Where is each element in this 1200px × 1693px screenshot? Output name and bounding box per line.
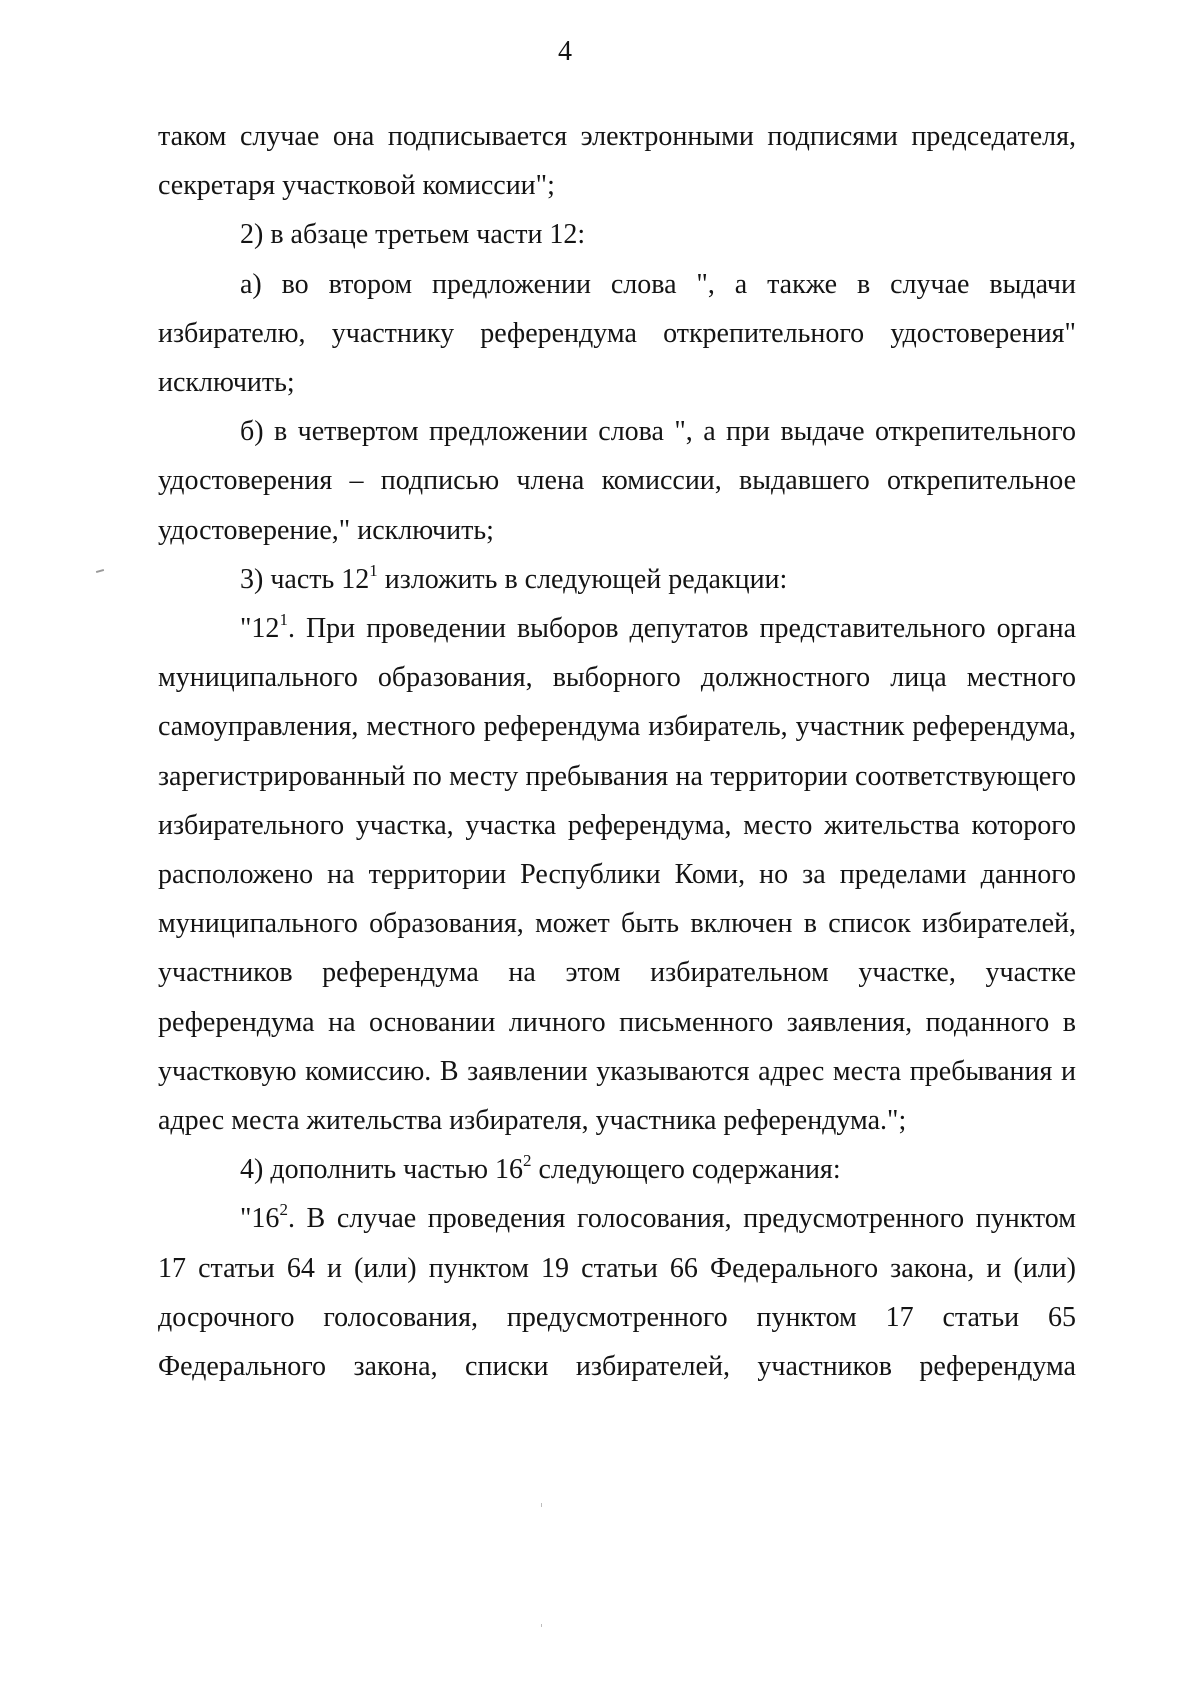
superscript-mark: 1 [369,560,378,580]
paragraph-part-12-1-text: . При проведении выборов депутатов представительного органа муниципального образования, выборного должностного лица местного самоуправления, местного референдума избиратель, участник референдума, зарегистрированный по месту пребывания на территории соответствующего избирательного участка, участка референдума, место жительства которого расположено на территории Республики Коми, но за пределами данного муниципального образования, может быть включен в список избирателей, участников референдума на этом избирательном участке, участке референдума на основании личного письменного заявления, поданного в участковую комиссию. В заявлении указываются адрес места пребывания и адрес места жительства избирателя, участника референдума."; [158,613,1076,1137]
superscript-mark: 2 [523,1150,532,1170]
paragraph-item-4-text-start: 4) дополнить частью 16 [240,1154,523,1186]
scan-speck [541,1503,542,1507]
paragraph-item-4 [158,1145,1076,1194]
scan-speck [96,569,104,573]
superscript-mark: 2 [279,1200,288,1220]
paragraph-item-2b: б) в четвертом предложении слова ", а при выдаче открепительного удостоверения – подписью члена комиссии, выдавшего открепительное удостоверение," исключить; [158,416,1076,546]
paragraph-part-12-1-start: "12 [240,613,280,645]
paragraph-part-12-1 [158,604,1076,1145]
scan-speck [541,1624,542,1627]
paragraph-item-2a: а) во втором предложении слова ", а также в случае выдачи избирателю, участнику референдума открепительного удостоверения" исключить; [158,268,1076,399]
paragraph-part-16-2-start: "16 [240,1203,280,1235]
page-number: 4 [558,36,572,67]
paragraph-item-4-text-end: следующего содержания: [531,1154,841,1186]
paragraph-part-16-2-text: . В случае проведения голосования, предусмотренного пунктом 17 статьи 64 и (или) пунктом 19 статьи 66 Федерального закона, и (или) досрочного голосования, предусмотренного пунктом 17 статьи 65 Федерального закона, списки избирателей, участников референдума [158,1203,1076,1383]
paragraph-item-3-text-start: 3) часть 12 [240,563,370,595]
paragraph-item-3-text-end: изложить в следующей редакции: [377,563,788,595]
paragraph-continuation: таком случае она подписывается электронными подписями председателя, секретаря участковой комиссии"; [158,121,1076,202]
paragraph-part-16-2 [158,1194,1076,1391]
document-body [158,112,1076,1391]
paragraph-item-2: 2) в абзаце третьем части 12: [240,219,586,251]
superscript-mark: 1 [279,609,288,629]
paragraph-item-3 [158,555,1076,604]
